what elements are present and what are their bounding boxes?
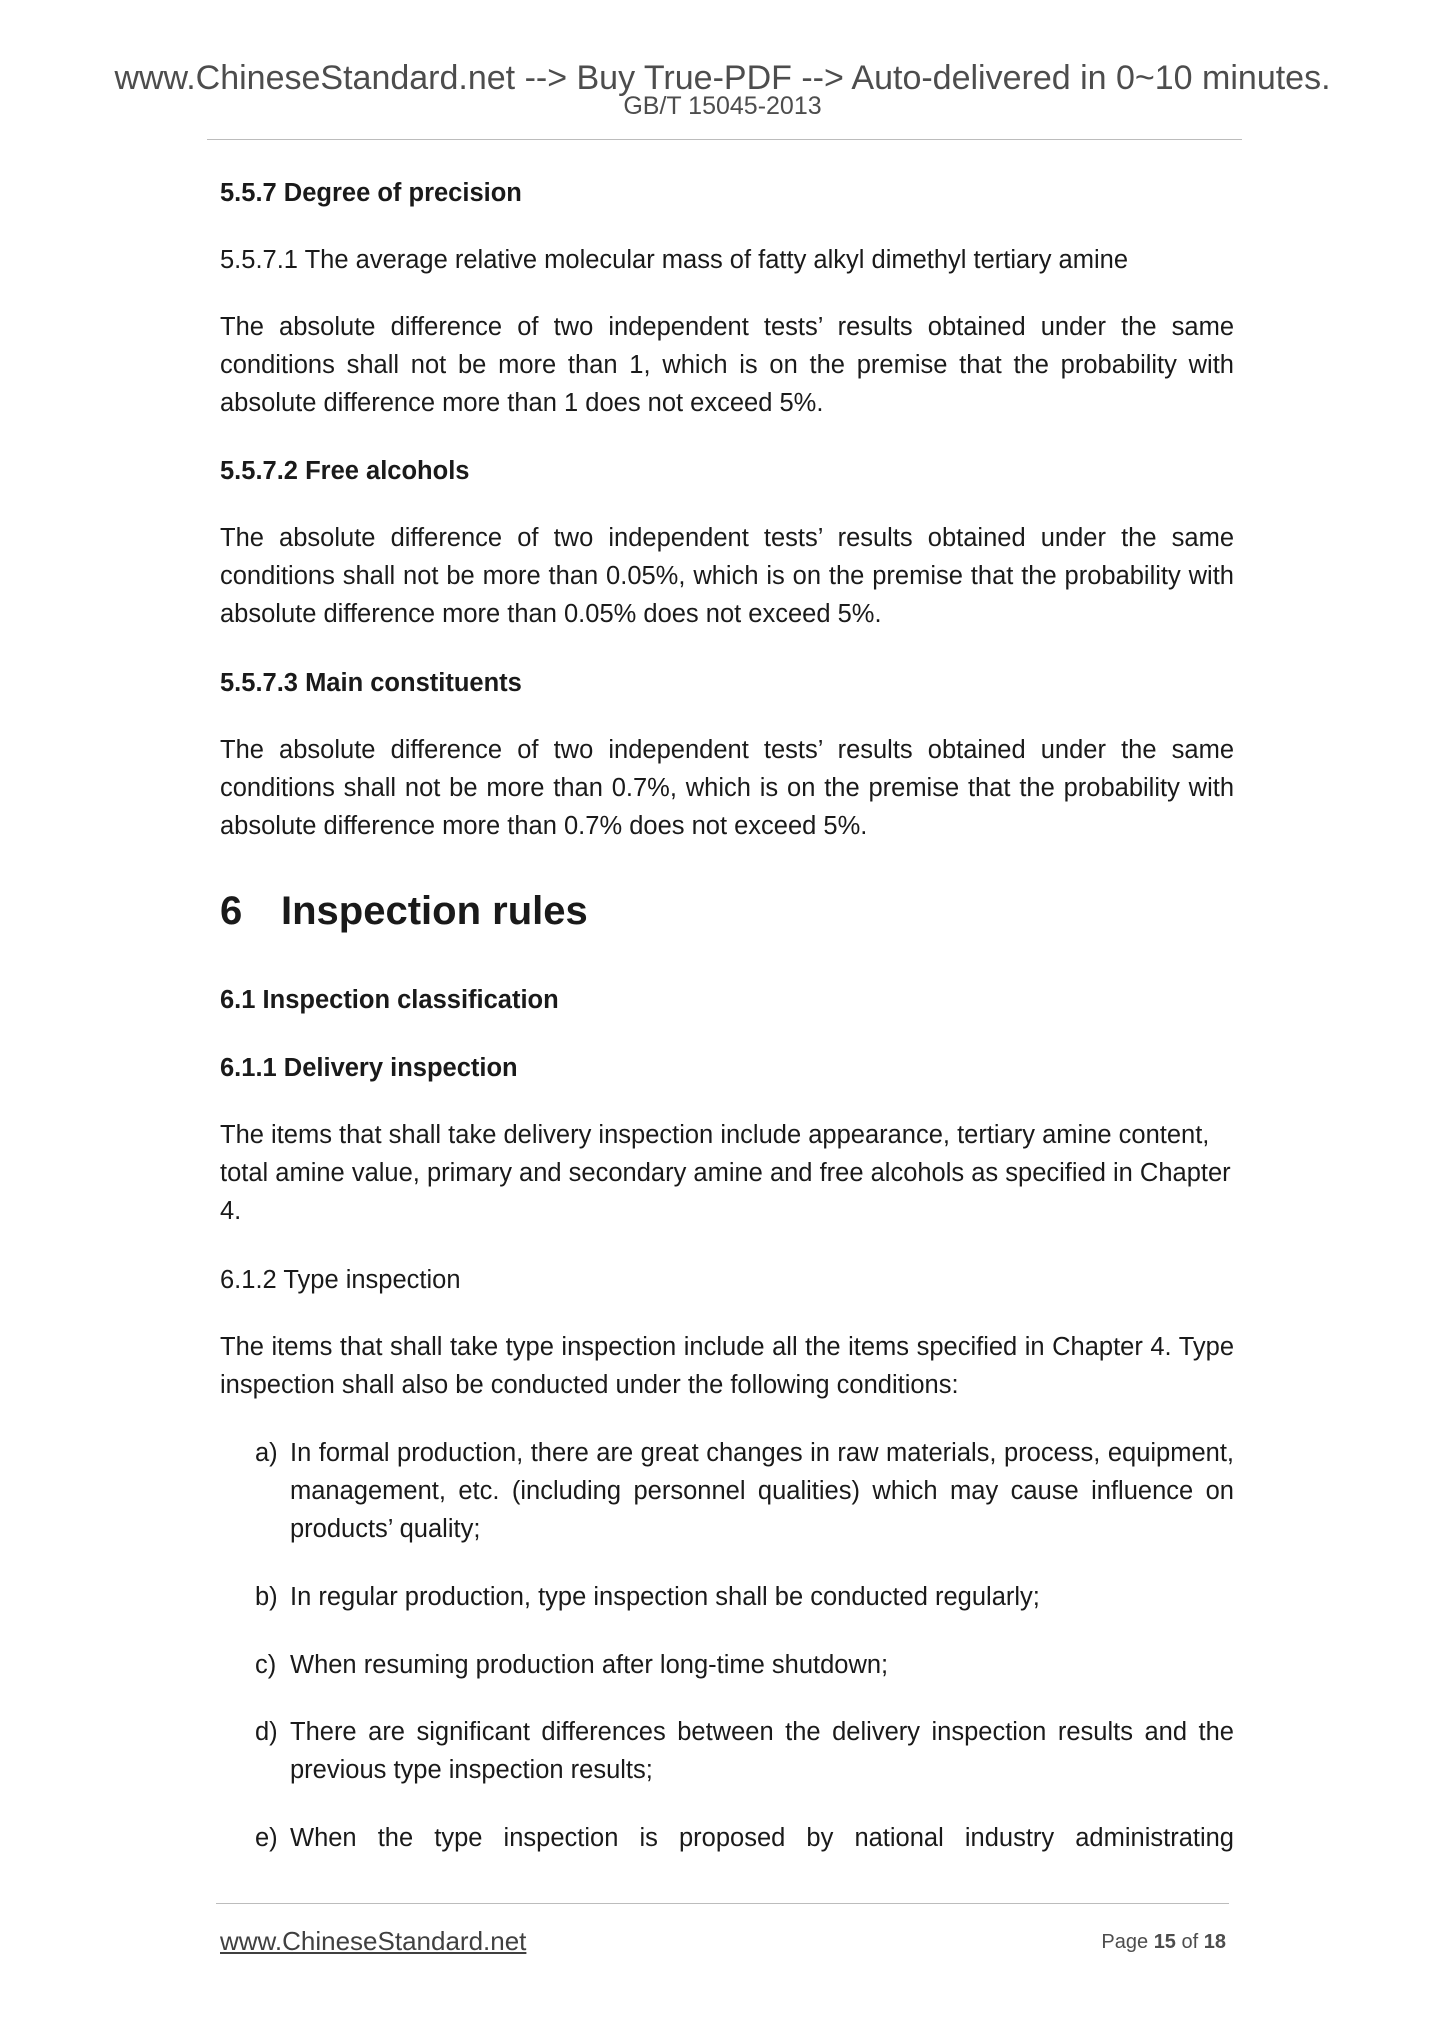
list-text: When resuming production after long-time shutdown; xyxy=(290,1651,889,1679)
section-6-1-1-heading: 6.1.1 Delivery inspection xyxy=(220,1054,518,1082)
list-text: In regular production, type inspection shall be conducted regularly; xyxy=(290,1583,1040,1611)
chapter-number: 6 xyxy=(220,889,243,933)
list-item xyxy=(255,1578,1234,1616)
total-pages-number: 18 xyxy=(1203,1931,1226,1953)
list-item xyxy=(255,1819,1234,1857)
list-marker: d) xyxy=(255,1718,278,1746)
page-indicator xyxy=(1101,1929,1226,1955)
section-6-1-2-text: The items that shall take type inspection include all the items specified in Chapter 4. Type inspection shall also be conducted under the following conditions: xyxy=(220,1333,1234,1399)
footer-divider xyxy=(216,1903,1229,1904)
list-text: In formal production, there are great changes in raw materials, process, equipment, management, etc. (including personnel qualities) which may cause influence on products’ quality; xyxy=(290,1439,1234,1543)
section-5-5-7-3-text: The absolute difference of two independent tests’ results obtained under the same conditions shall not be more than 0.7%, which is on the premise that the probability with absolute difference more than 0.7% does not exceed 5%. xyxy=(220,736,1234,840)
section-6-1-heading: 6.1 Inspection classification xyxy=(220,986,559,1014)
section-5-5-7-2-text: The absolute difference of two independent tests’ results obtained under the same conditions shall not be more than 0.05%, which is on the premise that the probability with absolute difference more than 0.05% does not exceed 5%. xyxy=(220,524,1234,628)
list-marker: c) xyxy=(255,1651,277,1679)
document-id: GB/T 15045-2013 xyxy=(623,92,822,120)
list-marker: b) xyxy=(255,1583,278,1611)
list-item xyxy=(255,1434,1234,1548)
section-5-5-7-2-heading: 5.5.7.2 Free alcohols xyxy=(220,457,470,485)
list-marker: a) xyxy=(255,1439,278,1467)
section-6-1-1-text: The items that shall take delivery inspection include appearance, tertiary amine content, total amine value, primary and secondary amine and free alcohols as specified in Chapter 4. xyxy=(220,1121,1231,1225)
section-6-1-2-heading: 6.1.2 Type inspection xyxy=(220,1266,461,1294)
section-5-5-7-3-heading: 5.5.7.3 Main constituents xyxy=(220,669,522,697)
section-5-5-7-1-heading: 5.5.7.1 The average relative molecular mass of fatty alkyl dimethyl tertiary amine xyxy=(220,246,1129,274)
chapter-6-heading xyxy=(220,887,588,935)
list-item xyxy=(255,1646,1234,1684)
section-5-5-7-heading: 5.5.7 Degree of precision xyxy=(220,179,522,207)
list-marker: e) xyxy=(255,1824,278,1852)
header-divider xyxy=(207,139,1242,140)
page-label: Page xyxy=(1101,1931,1149,1953)
list-item xyxy=(255,1713,1234,1789)
list-text: There are significant differences between the delivery inspection results and the previous type inspection results; xyxy=(290,1718,1234,1784)
footer-site-link[interactable]: www.ChineseStandard.net xyxy=(220,1926,527,1956)
page-of-label: of xyxy=(1181,1931,1199,1953)
chapter-title: Inspection rules xyxy=(281,889,588,933)
section-5-5-7-1-text: The absolute difference of two independent tests’ results obtained under the same conditions shall not be more than 1, which is on the premise that the probability with absolute difference more than 1 does not exceed 5%. xyxy=(220,313,1234,417)
current-page-number: 15 xyxy=(1153,1931,1176,1953)
list-text: When the type inspection is proposed by national industry administrating xyxy=(290,1824,1234,1852)
header-banner: www.ChineseStandard.net --> Buy True-PDF --> Auto-delivered in 0~10 minutes. xyxy=(114,59,1331,97)
